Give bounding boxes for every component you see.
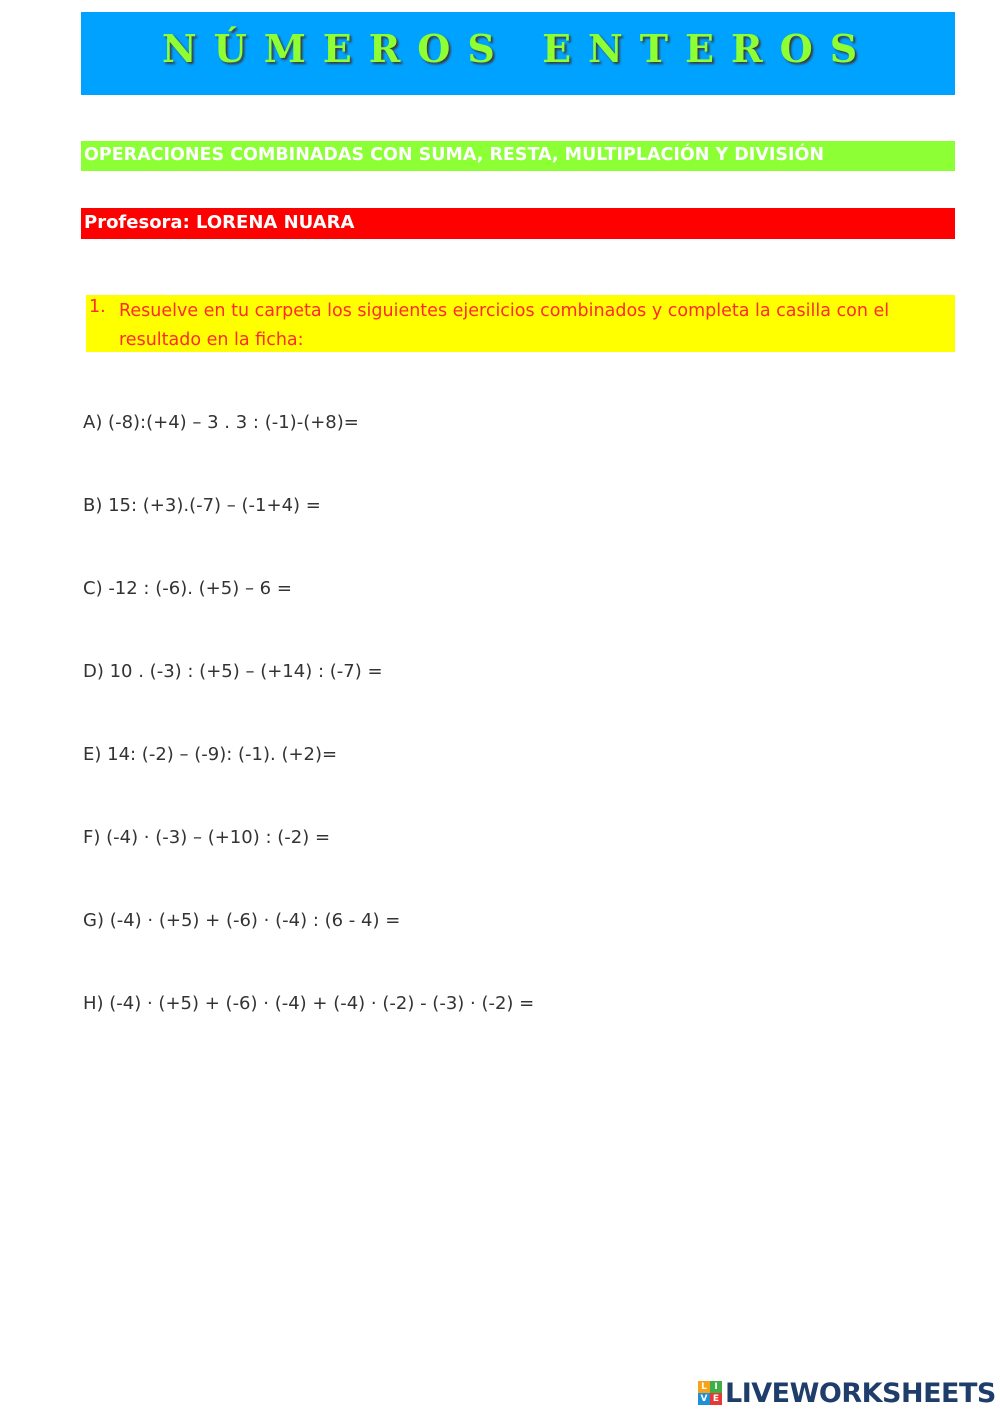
page-title: NÚMEROS ENTEROS xyxy=(161,26,875,71)
teacher-name: Profesora: LORENA NUARA xyxy=(84,212,355,233)
exercise-d: D) 10 . (-3) : (+5) – (+14) : (-7) = xyxy=(83,661,383,682)
instruction-text: Resuelve en tu carpeta los siguientes ejercicios combinados y completa la casilla con el resultado en la ficha: xyxy=(119,301,890,350)
teacher-bar xyxy=(81,208,955,239)
title-banner xyxy=(81,12,955,95)
subtitle-bar xyxy=(81,141,955,171)
exercise-e: E) 14: (-2) – (-9): (-1). (+2)= xyxy=(83,744,338,765)
exercise-g: G) (-4) · (+5) + (-6) · (-4) : (6 - 4) = xyxy=(83,910,401,931)
exercise-c: C) -12 : (-6). (+5) – 6 = xyxy=(83,578,292,599)
exercise-f: F) (-4) · (-3) – (+10) : (-2) = xyxy=(83,827,331,848)
exercise-b: B) 15: (+3).(-7) – (-1+4) = xyxy=(83,495,321,516)
liveworksheets-brand xyxy=(698,1378,996,1408)
instruction-box xyxy=(86,295,955,352)
liveworksheets-logo-icon: L I V E xyxy=(698,1381,722,1405)
brand-name: LIVEWORKSHEETS xyxy=(725,1377,996,1409)
exercise-a: A) (-8):(+4) – 3 . 3 : (-1)-(+8)= xyxy=(83,412,359,433)
instruction-number: 1. xyxy=(89,297,106,317)
exercise-h: H) (-4) · (+5) + (-6) · (-4) + (-4) · (-2) - (-3) · (-2) = xyxy=(83,993,535,1014)
subtitle-text: OPERACIONES COMBINADAS CON SUMA, RESTA, MULTIPLACIÓN Y DIVISIÓN xyxy=(84,145,824,165)
